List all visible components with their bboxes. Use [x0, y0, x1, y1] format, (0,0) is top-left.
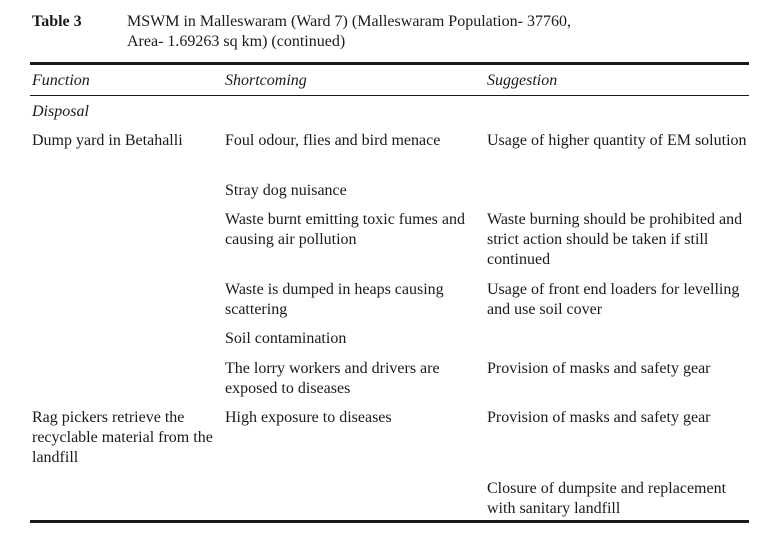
row-1-suggestion: Usage of higher quantity of EM solution [487, 132, 747, 149]
table-title-line-1: MSWM in Malleswaram (Ward 7) (Malleswaram Population- 37760, [127, 13, 571, 30]
row-6-shortcoming: The lorry workers and drivers are exposed to diseases [225, 360, 440, 397]
row-3-suggestion: Waste burning should be prohibited and strict action should be taken if still continued [487, 211, 743, 268]
header-rule [30, 95, 749, 96]
row-2-shortcoming: Stray dog nuisance [225, 182, 347, 199]
row-5-shortcoming: Soil contamination [225, 330, 347, 347]
row-1-shortcoming: Foul odour, flies and bird menace [225, 132, 441, 149]
row-7-function: Rag pickers retrieve the recyclable material from the landfill [32, 409, 213, 466]
table-label: Table 3 [32, 13, 82, 30]
table-title [127, 12, 747, 52]
row-4-suggestion: Usage of front end loaders for levelling and use soil cover [487, 281, 740, 318]
row-1-function: Dump yard in Betahalli [32, 132, 183, 149]
row-6-suggestion: Provision of masks and safety gear [487, 360, 711, 377]
row-3-shortcoming: Waste burnt emitting toxic fumes and causing air pollution [225, 211, 465, 248]
row-7-shortcoming: High exposure to diseases [225, 409, 392, 426]
top-rule [30, 62, 749, 65]
header-function: Function [32, 72, 90, 89]
bottom-rule [30, 520, 749, 523]
row-4-shortcoming: Waste is dumped in heaps causing scattering [225, 281, 444, 318]
header-shortcoming: Shortcoming [225, 72, 307, 89]
header-suggestion: Suggestion [487, 72, 558, 89]
section-heading: Disposal [32, 103, 89, 120]
table-title-line-2: Area- 1.69263 sq km) (continued) [127, 33, 346, 50]
row-8-suggestion: Closure of dumpsite and replacement with sanitary landfill [487, 480, 727, 517]
row-7-suggestion: Provision of masks and safety gear [487, 409, 711, 426]
